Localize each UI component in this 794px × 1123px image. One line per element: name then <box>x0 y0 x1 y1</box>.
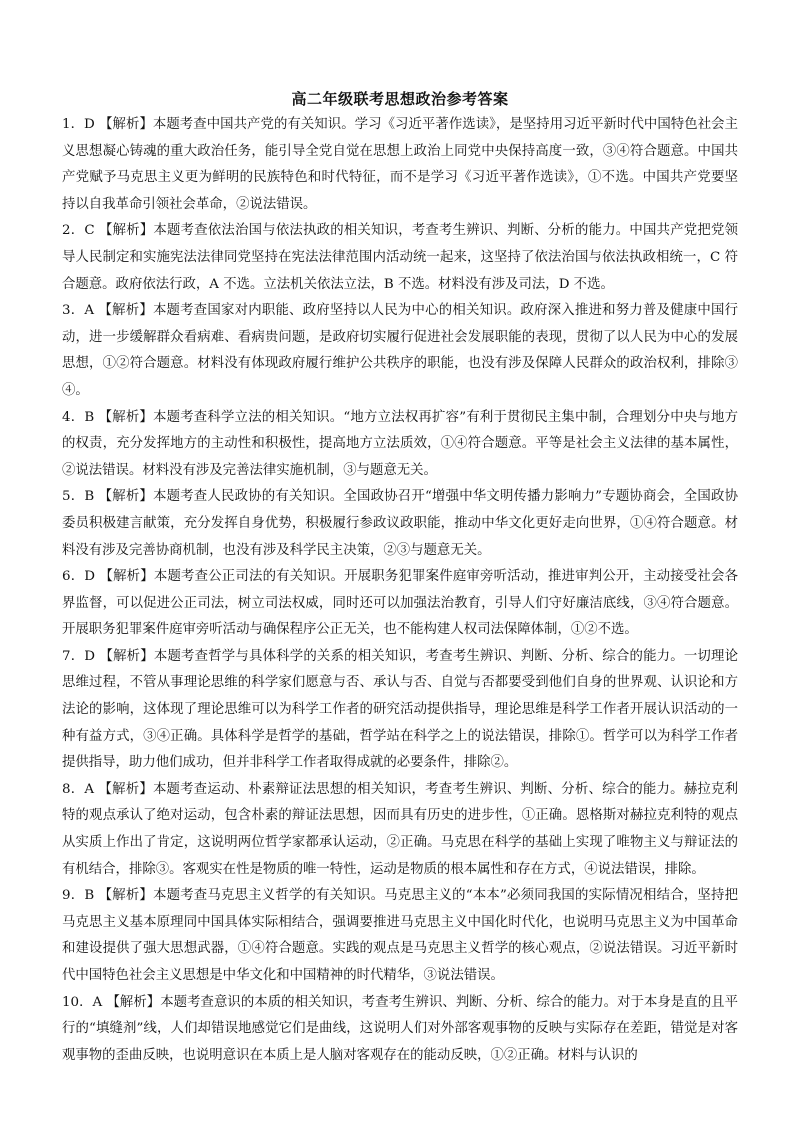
answer-item-10: 10．A 【解析】本题考查意识的本质的相关知识，考查考生辨识、判断、分析、综合的能力。对于本身是直的且平行的“填缝剂”线，人们却错误地感觉它们是曲线，这说明人们对外部客观事物的反映与实际存在差距，错觉是对客观事物的歪曲反映，也说明意识在本质上是人脑对客观存在的能动反映，①②正确。材料与认识的 <box>62 994 738 1063</box>
answer-document <box>62 86 738 1069</box>
answer-item-7: 7．D 【解析】本题考查哲学与具体科学的关系的相关知识，考查考生辨识、判断、分析、综合的能力。一切理论思维过程，不管从事理论思维的科学家们愿意与否、承认与否、自觉与否都要受到他们自身的世界观、认识论和方法论的影响，这体现了理论思维可以为科学工作者的研究活动提供指导，理论思维是科学工作者开展认识活动的一种有益方式，③④正确。具体科学是哲学的基础，哲学站在科学之上的说法错误，排除①。哲学可以为科学工作者提供指导，助力他们成功，但并非科学工作者取得成就的必要条件，排除②。 <box>62 648 738 771</box>
answer-item-9: 9．B 【解析】本题考查马克思主义哲学的有关知识。马克思主义的“本本”必须同我国的实际情况相结合，坚持把马克思主义基本原理同中国具体实际相结合，强调要推进马克思主义中国化时代化，也说明马克思主义为中国革命和建设提供了强大思想武器，①④符合题意。实践的观点是马克思主义哲学的核心观点，②说法错误。习近平新时代中国特色社会主义思想是中华文化和中国精神的时代精华，③说法错误。 <box>62 888 738 983</box>
answer-item-5: 5．B 【解析】本题考查人民政协的有关知识。全国政协召开“增强中华文明传播力影响力”专题协商会，全国政协委员积极建言献策，充分发挥自身优势，积极履行参政议政职能，推动中华文化更好走向世界，①④符合题意。材料没有涉及完善协商机制，也没有涉及科学民主决策，②③与题意无关。 <box>62 489 738 558</box>
answer-item-6: 6．D 【解析】本题考查公正司法的有关知识。开展职务犯罪案件庭审旁听活动，推进审判公开，主动接受社会各界监督，可以促进公正司法，树立司法权威，同时还可以加强法治教育，引导人们守好廉洁底线，③④符合题意。开展职务犯罪案件庭审旁听活动与确保程序公正无关，也不能构建人权司法保障体制，①②不选。 <box>62 569 738 638</box>
answer-item-2: 2．C 【解析】本题考查依法治国与依法执政的相关知识，考查考生辨识、判断、分析的能力。中国共产党把党领导人民制定和实施宪法法律同党坚持在宪法法律范围内活动统一起来，这坚持了依法治国与依法执政相统一，C 符合题意。政府依法行政，A 不选。立法机关依法立法，B 不选。材料没有涉及司法，D 不选。 <box>62 223 738 292</box>
answer-item-8: 8．A 【解析】本题考查运动、朴素辩证法思想的相关知识，考查考生辨识、判断、分析、综合的能力。赫拉克利特的观点承认了绝对运动，包含朴素的辩证法思想，因而具有历史的进步性，①正确。恩格斯对赫拉克利特的观点从实质上作出了肯定，这说明两位哲学家都承认运动，②正确。马克思在科学的基础上实现了唯物主义与辩证法的有机结合，排除③。客观实在性是物质的唯一特性，运动是物质的根本属性和存在方式，④说法错误，排除。 <box>62 781 738 877</box>
answer-item-4: 4．B 【解析】本题考查科学立法的相关知识。“地方立法权再扩容”有利于贯彻民主集中制，合理划分中央与地方的权责，充分发挥地方的主动性和积极性，提高地方立法质效，①④符合题意。平等是社会主义法律的基本属性，②说法错误。材料没有涉及完善法律实施机制，③与题意无关。 <box>62 409 738 478</box>
document-title: 高二年级联考思想政治参考答案 <box>291 90 509 108</box>
answer-item-3: 3．A 【解析】本题考查国家对内职能、政府坚持以人民为中心的相关知识。政府深入推进和努力普及健康中国行动，进一步缓解群众看病难、看病贵问题，是政府切实履行促进社会发展职能的表现，贯彻了以人民为中心的发展思想，①②符合题意。材料没有体现政府履行维护公共秩序的职能，也没有涉及保障人民群众的政治权利，排除③④。 <box>62 303 738 398</box>
answer-item-1: 1．D 【解析】本题考查中国共产党的有关知识。学习《习近平著作选读》，是坚持用习近平新时代中国特色社会主义思想凝心铸魂的重大政治任务，能引导全党自觉在思想上政治上同党中央保持高度一致，③④符合题意。中国共产党赋予马克思主义更为鲜明的民族特色和时代特征，而不是学习《习近平著作选读》，①不选。中国共产党要坚持以自我革命引领社会革命，②说法错误。 <box>62 117 738 212</box>
